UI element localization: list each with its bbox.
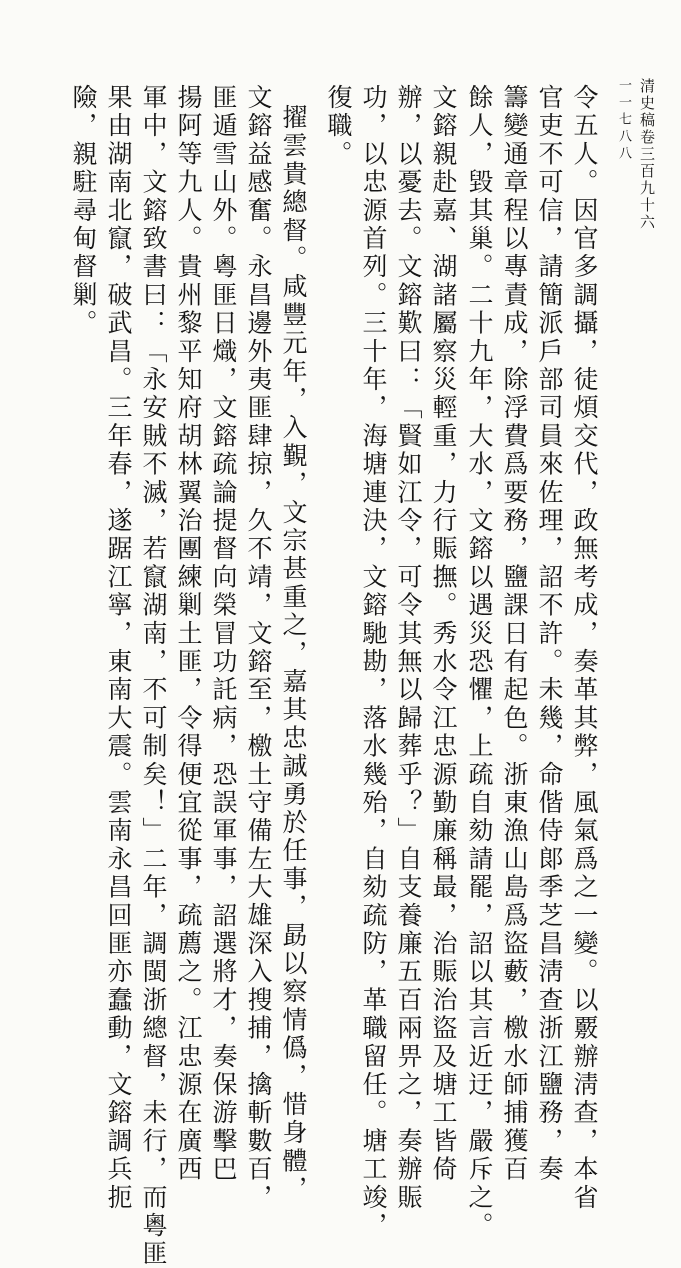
text-column: 功，以忠源首列。三十年，海塘連決，文鎔馳勘，落水幾殆，自劾疏防，革職留任。塘工竣，: [359, 84, 388, 1241]
text-column: 籌變通章程以專責成，除浮費爲要務，鹽課日有起色。浙東漁山島爲盜藪，檄水師捕獲百: [500, 84, 529, 1184]
text-column: 文鎔親赴嘉、湖諸屬察災輕重，力行賑撫。秀水令江忠源勤廉稱最，治賑治盜及塘工皆倚: [429, 84, 458, 1184]
text-column: 揚阿等九人。貴州黎平知府胡林翼治團練剿土匪，令得便宜從事，疏薦之。江忠源在廣西: [174, 84, 203, 1184]
page-number: 一一七八八: [616, 78, 631, 163]
text-column: 文鎔益感奮。永昌邊外夷匪肆掠，久不靖，文鎔至，檄土守備左大雄深入搜捕，擒斬數百，: [244, 84, 273, 1212]
text-column: 復職。: [324, 84, 353, 169]
text-column: 軍中，文鎔致書曰：「永安賊不滅，若竄湖南，不可制矣！」二年，調閩浙總督，未行，而粵匪: [139, 84, 168, 1268]
text-column: 官吏不可信，請簡派戶部司員來佐理，詔不許。未幾，命偕侍郞季芝昌淸查浙江鹽務，奏: [535, 84, 564, 1184]
text-column: 辦，以憂去。文鎔歎曰：「賢如江令，可令其無以歸葬乎？」自支養廉五百兩畀之，奏辦賑: [394, 84, 423, 1212]
paragraph-start-column: 擢雲貴總督。咸豐元年，入覲，文宗甚重之，嘉其忠誠勇於任事，勗以察情僞，惜身體，: [279, 104, 308, 1204]
text-column: 果由湖南北竄，破武昌。三年春，遂踞江寧，東南大震。雲南永昌回匪亦蠢動，文鎔調兵扼: [104, 84, 133, 1212]
text-column: 餘人，毀其巢。二十九年，大水，文鎔以遇災恐懼，上疏自劾請罷，詔以其言近迂，嚴斥之。: [465, 84, 494, 1241]
text-column: 令五人。因官多調攝，徒煩交代，政無考成，奏革其弊，風氣爲之一變。以覈辦淸查，本省: [570, 84, 599, 1212]
text-column: 險，親駐尋甸督剿。: [69, 84, 98, 338]
running-header-title: 清史稿卷三百九十六: [638, 78, 656, 231]
text-column: 匪遁雪山外。粵匪日熾，文鎔疏論提督向榮冒功託病，恐誤軍事，詔選將才，奏保游擊巴: [209, 84, 238, 1184]
